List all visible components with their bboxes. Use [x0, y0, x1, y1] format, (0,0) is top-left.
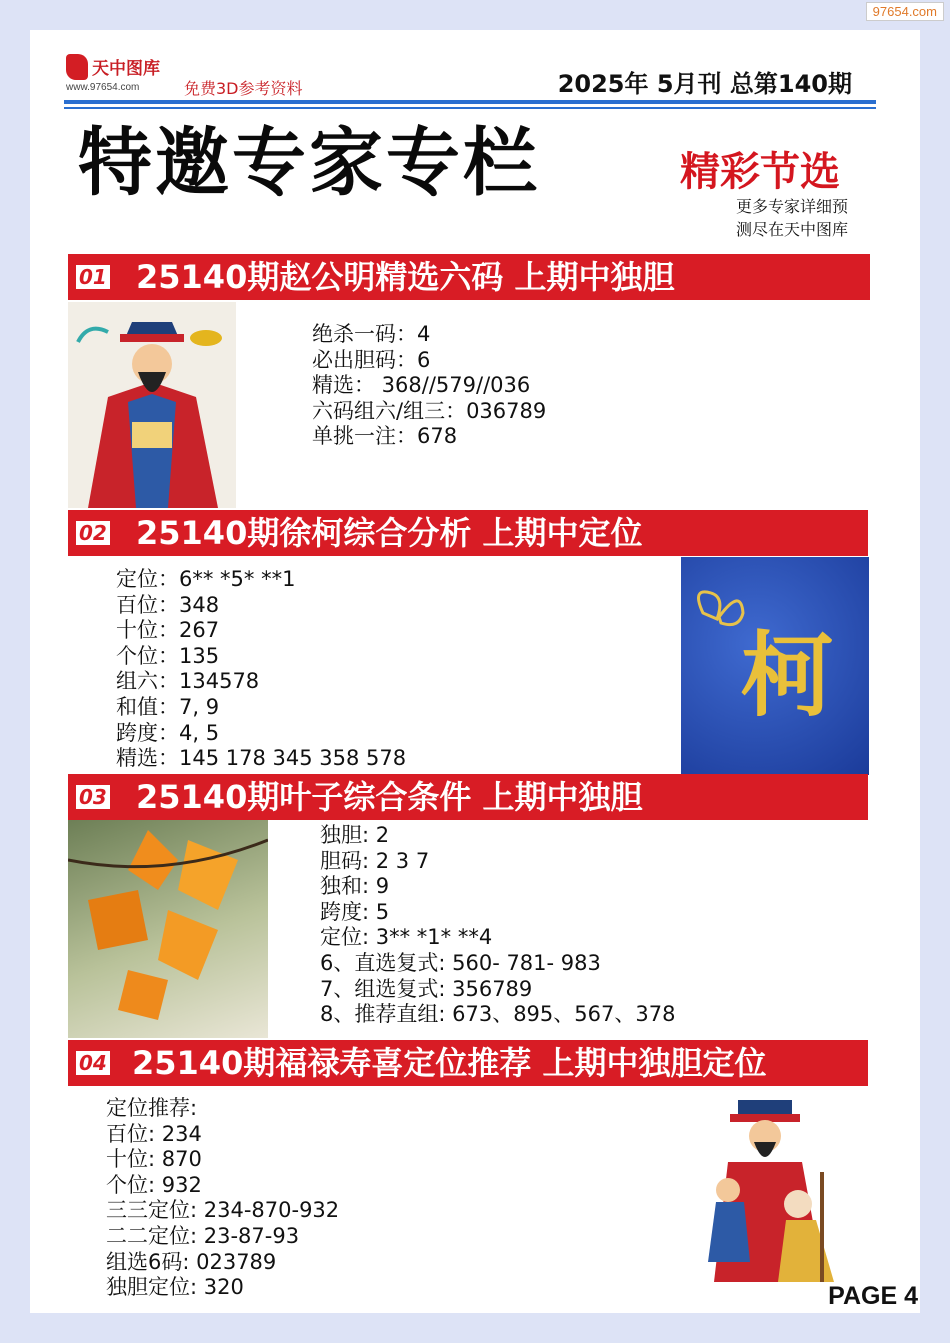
section-3-line: 7、组选复式: 356789 — [320, 976, 533, 1001]
logo — [66, 52, 178, 96]
section-3-line: 8、推荐直组: 673、895、567、378 — [320, 1002, 676, 1027]
free-material-text: 免费3D参考资料 — [184, 79, 303, 98]
page-number: PAGE 4 — [828, 1282, 918, 1310]
section-2-line: 定位：6** *5* **1 — [116, 567, 296, 591]
highlight-label: 精彩节选 — [680, 149, 840, 195]
section-1-line: 精选： 368//579//036 — [312, 373, 531, 398]
section-2-title: 25140期徐柯综合分析 上期中定位 — [136, 514, 643, 552]
section-3-line: 胆码: 2 3 7 — [320, 848, 430, 873]
issue-label: 2025年 5月刊 总第140期 — [557, 70, 852, 98]
section-4-line: 个位: 932 — [106, 1172, 202, 1197]
section-1-number: 01 — [76, 265, 110, 289]
image-glyph: 柯 — [741, 621, 834, 729]
golden-glyph-picture — [681, 557, 869, 775]
fu-lu-shou-illustration — [694, 1092, 852, 1282]
section-4-header — [68, 1040, 868, 1086]
section-3-content — [320, 823, 675, 1028]
site-watermark: 97654.com — [866, 2, 944, 21]
section-3-header — [68, 774, 868, 820]
page-title: 特邀专家专栏 — [78, 120, 540, 206]
section-1-line: 单挑一注：678 — [312, 424, 458, 449]
section-4-line: 百位: 234 — [106, 1121, 202, 1146]
section-3-line: 跨度: 5 — [320, 899, 390, 924]
section-4-title: 25140期福禄寿喜定位推荐 上期中独胆定位 — [132, 1044, 767, 1082]
promo-note-line-2: 测尽在天中图库 — [736, 220, 849, 239]
section-2-line: 个位：135 — [116, 643, 220, 668]
header-divider — [64, 100, 876, 104]
section-1-content — [312, 322, 546, 450]
section-3-title: 25140期叶子综合条件 上期中独胆 — [136, 778, 643, 816]
section-3-line: 定位: 3** *1* **4 — [320, 925, 493, 950]
logo-url: www.97654.com — [66, 82, 140, 93]
header-divider-thin — [64, 107, 876, 109]
section-4-line: 十位: 870 — [106, 1147, 202, 1172]
section-3-line: 独胆: 2 — [320, 823, 390, 847]
section-2-line: 组六：134578 — [116, 669, 260, 694]
section-4-line: 组选6码: 023789 — [106, 1249, 277, 1274]
section-4-line: 二二定位: 23-87-93 — [106, 1223, 300, 1248]
section-1-line: 必出胆码：6 — [312, 347, 431, 372]
promo-note-line-1: 更多专家详细预 — [736, 197, 849, 216]
section-2-content — [116, 567, 406, 772]
autumn-leaves-photo — [68, 820, 268, 1038]
section-1-line: 绝杀一码：4 — [312, 322, 431, 346]
section-1-title: 25140期赵公明精选六码 上期中独胆 — [136, 258, 675, 296]
section-2-line: 跨度：4, 5 — [116, 720, 220, 745]
magazine-page — [30, 30, 920, 1313]
section-2-header — [68, 510, 868, 556]
section-3-line: 6、直选复式: 560- 781- 983 — [320, 950, 601, 975]
section-2-line: 和值：7, 9 — [116, 694, 220, 719]
logo-mark-icon — [66, 54, 88, 80]
section-4-number: 04 — [76, 1051, 110, 1075]
section-4-line: 定位推荐: — [106, 1096, 198, 1120]
wealth-god-illustration — [68, 302, 236, 508]
section-1-line: 六码组六/组三：036789 — [312, 398, 547, 423]
logo-name: 天中图库 — [92, 59, 160, 79]
section-2-line: 精选：145 178 345 358 578 — [116, 746, 407, 771]
section-3-line: 独和: 9 — [320, 874, 390, 899]
section-3-number: 03 — [76, 785, 110, 809]
section-1-header — [68, 254, 870, 300]
section-2-line: 百位：348 — [116, 592, 220, 617]
section-2-number: 02 — [76, 521, 110, 545]
section-4-content — [106, 1096, 339, 1301]
section-4-line: 三三定位: 234-870-932 — [106, 1198, 340, 1223]
section-4-line: 独胆定位: 320 — [106, 1275, 244, 1300]
section-2-line: 十位：267 — [116, 618, 220, 643]
